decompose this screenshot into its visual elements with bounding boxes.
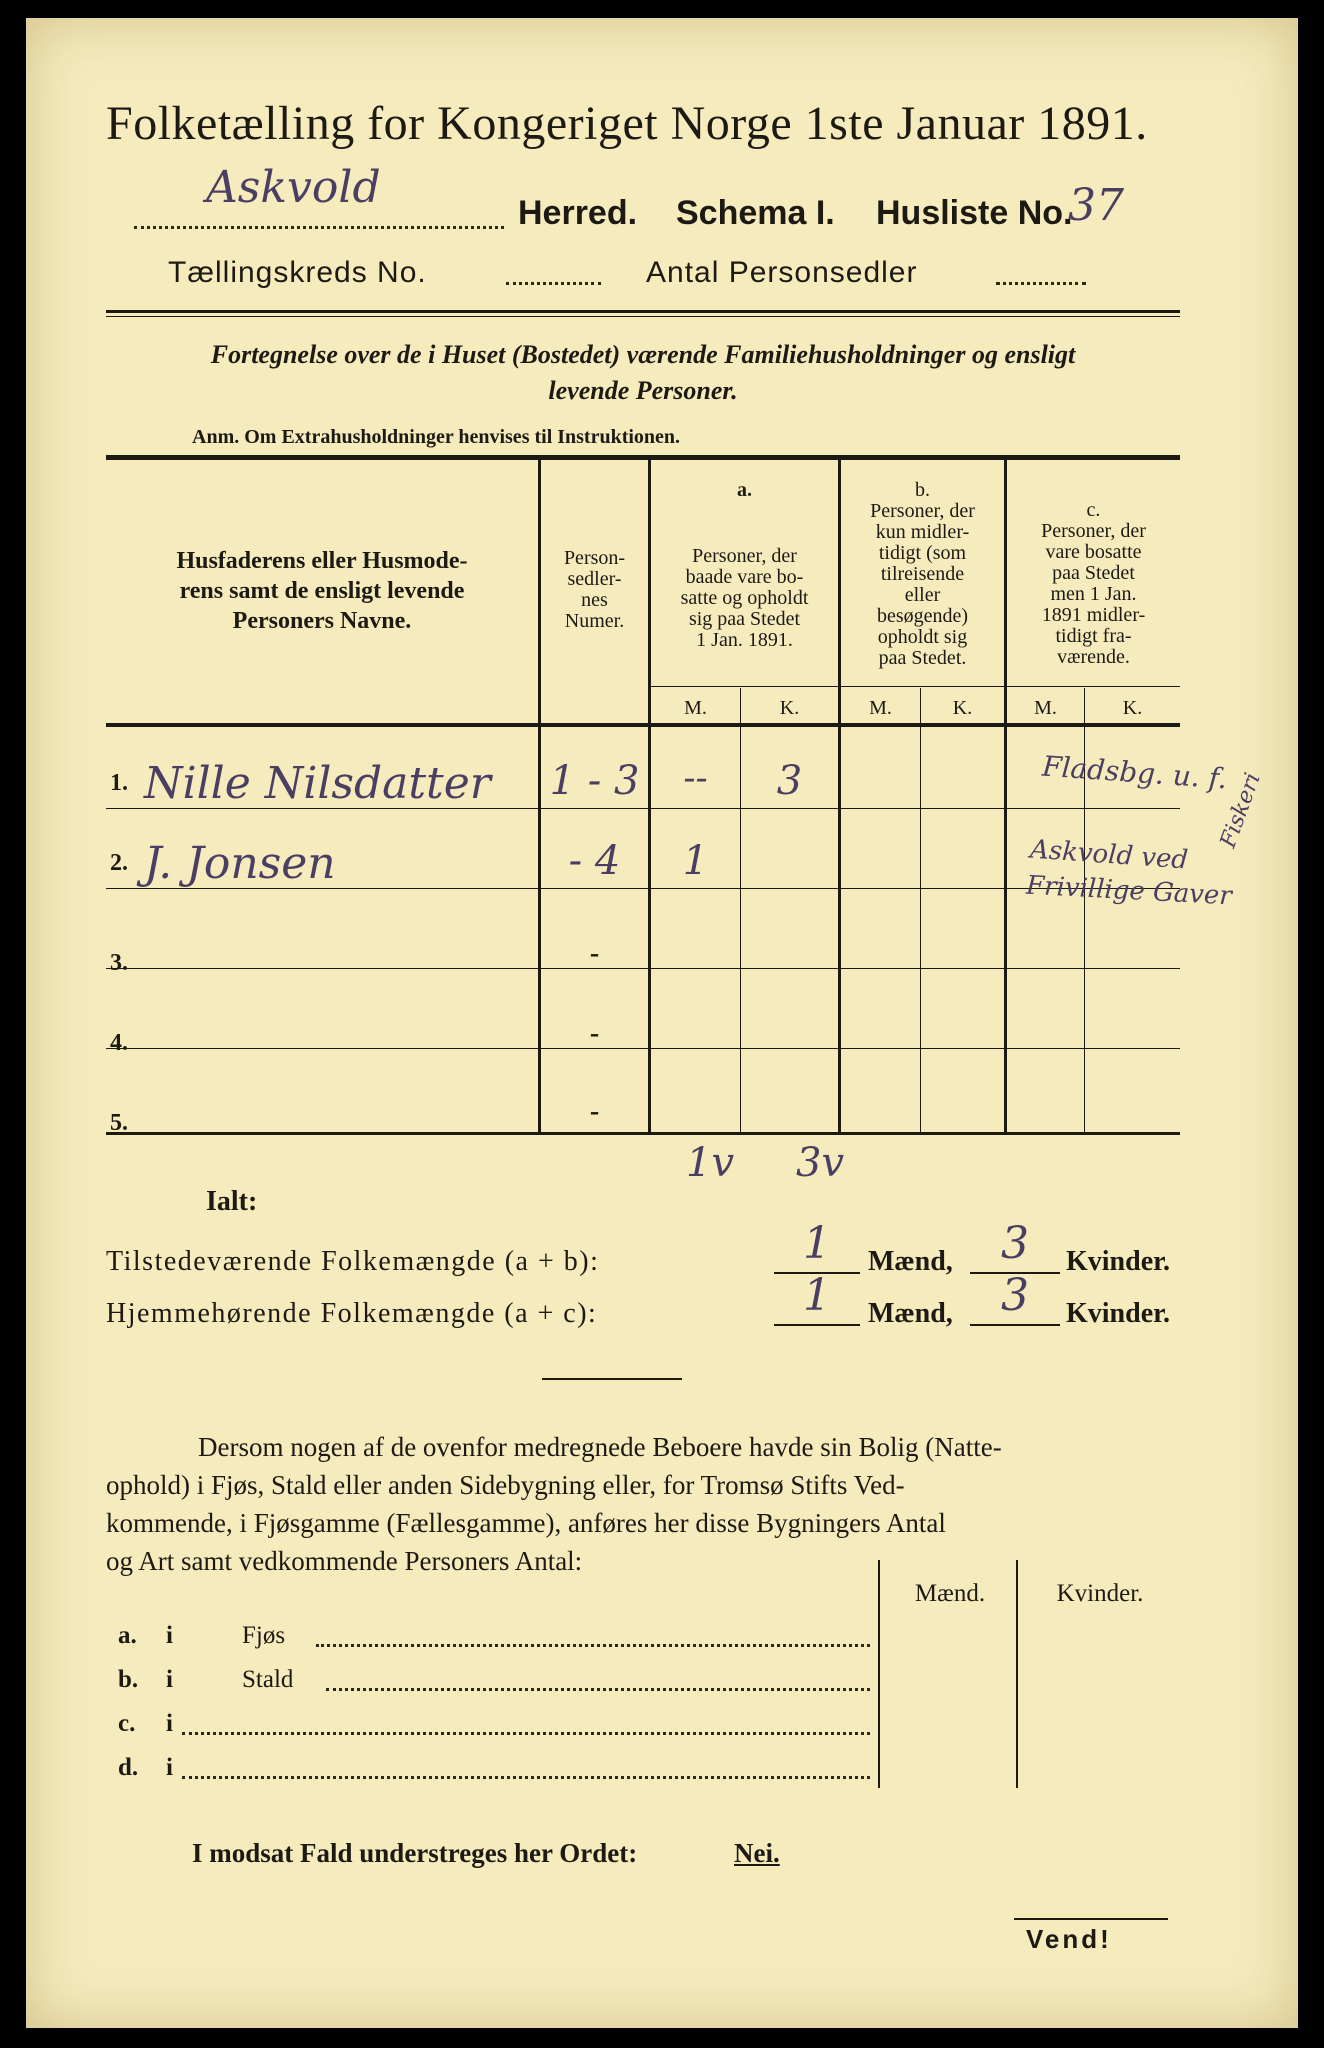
ialt-k: 3v: [796, 1140, 845, 1186]
item-letter-c: c.: [118, 1710, 136, 1737]
row-number-2: 2.: [110, 850, 128, 876]
vend-rule: [1014, 1918, 1168, 1920]
mk-divider: [740, 688, 741, 1132]
item-prep-d: i: [166, 1754, 173, 1781]
row-rule: [560, 808, 1180, 809]
buildings-maend-header: Mænd.: [914, 1580, 986, 1607]
header-c-line: Personer, der: [1041, 520, 1146, 542]
item-field-b: [326, 1676, 870, 1691]
header-c-letter: c.: [1086, 499, 1101, 521]
nei-word: Nei.: [734, 1838, 780, 1868]
header-names: [106, 546, 538, 636]
header-a-k: K.: [779, 697, 800, 719]
kreds-field: [506, 270, 601, 285]
header-a-letter: a.: [737, 479, 752, 501]
herred-label: Herred.: [518, 194, 638, 232]
row-num-3: -: [589, 938, 600, 969]
husliste-value: 37: [1068, 180, 1124, 231]
header-b-line: Personer, der: [870, 500, 975, 522]
col-divider: [1016, 1560, 1018, 1788]
table-bottom-rule: [106, 1132, 1180, 1135]
antal-label: Antal Personsedler: [646, 256, 918, 289]
totals-line-1-k: 3: [1001, 1218, 1029, 1269]
census-form: [26, 18, 1298, 2028]
header-b-line: kun midler-: [875, 521, 970, 543]
item-prep-a: i: [166, 1622, 173, 1649]
divider: [106, 316, 1180, 317]
paragraph-line: og Art samt vedkommende Personers Antal:: [106, 1546, 583, 1576]
item-prep-b: i: [166, 1666, 173, 1693]
final-instruction: I modsat Fald understreges her Ordet:: [192, 1838, 638, 1868]
header-b-letter: b.: [915, 479, 930, 501]
header-number-line: Person-: [563, 547, 626, 569]
section-divider: [542, 1378, 682, 1380]
margin-note-2: Askvold ved: [1029, 834, 1190, 876]
totals-line-2-m: 1: [803, 1270, 831, 1321]
item-field-d: [182, 1764, 870, 1779]
header-c-line: 1891 midler-: [1041, 604, 1146, 626]
header-c-line: paa Stedet: [1052, 562, 1135, 584]
col-divider: [878, 1560, 880, 1788]
item-prep-c: i: [166, 1710, 173, 1737]
header-a-line: Personer, der: [692, 545, 797, 567]
row-num-4: -: [589, 1018, 600, 1049]
row-number-1: 1.: [110, 770, 128, 796]
header-c: [1007, 500, 1180, 668]
row-am-2: 1: [682, 838, 709, 884]
instruction-note: Anm. Om Extrahusholdninger henvises til Instruktionen.: [192, 426, 681, 448]
header-c-line: vare bosatte: [1045, 541, 1142, 563]
header-number-line: nes: [581, 589, 608, 611]
totals-line-2-maend: Mænd,: [868, 1298, 953, 1329]
buildings-kvinder-header: Kvinder.: [1056, 1580, 1144, 1607]
item-field-a: [316, 1632, 870, 1647]
totals-line-1-kvinder: Kvinder.: [1066, 1246, 1170, 1277]
item-label-a: Fjøs: [242, 1622, 286, 1649]
row-ak-1: 3: [776, 758, 803, 804]
header-b-line: tidigt (som: [878, 542, 967, 564]
header-a-line: 1 Jan. 1891.: [696, 629, 793, 651]
item-field-c: [182, 1720, 870, 1735]
header-b-line: eller: [904, 584, 941, 606]
item-letter-a: a.: [118, 1622, 137, 1649]
header-a-line: baade vare bo-: [685, 566, 804, 588]
divider: [106, 310, 1180, 313]
row-num-1: 1 - 3: [549, 758, 640, 804]
header-a-line: satte og opholdt: [680, 587, 809, 609]
paragraph-line: Dersom nogen af de ovenfor medregnede Beboere havde sin Bolig (Natte-: [198, 1432, 1002, 1462]
table-top-rule: [106, 455, 1180, 460]
header-c-line: men 1 Jan.: [1050, 583, 1137, 605]
intro-line-1: Fortegnelse over de i Huset (Bostedet) værende Familiehusholdninger og ensligt: [210, 340, 1076, 369]
header-number-line: Numer.: [564, 610, 625, 632]
header-c-line: tidigt fra-: [1055, 625, 1132, 647]
mk-divider: [920, 688, 921, 1132]
totals-line-1-maend: Mænd,: [868, 1246, 953, 1277]
bottom-paragraph: [106, 1428, 1180, 1580]
header-b: [841, 480, 1004, 669]
paragraph-line: ophold) i Fjøs, Stald eller anden Sidebygning eller, for Tromsø Stifts Ved-: [106, 1470, 905, 1500]
form-title: Folketælling for Kongeriget Norge 1ste Januar 1891.: [106, 97, 1148, 150]
header-b-line: paa Stedet.: [878, 647, 967, 669]
totals-line-1-label: Tilstedeværende Folkemængde (a + b):: [106, 1246, 600, 1277]
item-letter-d: d.: [118, 1754, 139, 1781]
row-num-5: -: [589, 1096, 600, 1127]
ialt-m: 1v: [686, 1140, 735, 1186]
paragraph-line: kommende, i Fjøsgamme (Fællesgamme), anføres her disse Bygningers Antal: [106, 1508, 946, 1538]
header-names-line: Personers Navne.: [232, 608, 412, 634]
row-number-3: 3.: [110, 950, 128, 976]
row-number-5: 5.: [110, 1110, 128, 1136]
margin-note-4: Frivillige Gaver: [1025, 870, 1233, 912]
totals-line-2-kvinder: Kvinder.: [1066, 1298, 1170, 1329]
margin-note-1: Fladsbg. u. f.: [1041, 749, 1229, 796]
header-a: [651, 546, 838, 651]
header-names-line: Husfaderens eller Husmode-: [176, 548, 468, 574]
row-name-1: Nille Nilsdatter: [144, 758, 491, 809]
antal-field: [996, 270, 1086, 285]
husliste-label: Husliste No.: [876, 194, 1073, 232]
schema-label: Schema I.: [676, 194, 835, 232]
totals-line-2-k: 3: [1001, 1270, 1029, 1321]
underline: [774, 1324, 860, 1326]
kreds-label: Tællingskreds No.: [168, 256, 427, 289]
row-name-2: J. Jonsen: [144, 838, 336, 889]
header-c-m: M.: [1034, 697, 1057, 719]
underline: [970, 1324, 1060, 1326]
item-letter-b: b.: [118, 1666, 139, 1693]
header-number-line: sedler-: [567, 568, 622, 590]
header-c-k: K.: [1122, 697, 1143, 719]
table-header-rule: [106, 723, 1180, 727]
row-num-2: - 4: [568, 838, 621, 884]
totals-line-1-m: 1: [803, 1218, 831, 1269]
item-label-b: Stald: [242, 1666, 294, 1693]
header-number: [541, 548, 648, 632]
header-b-m: M.: [869, 697, 892, 719]
vend-label: Vend!: [1026, 1924, 1112, 1954]
herred-value: Askvold: [206, 162, 381, 213]
header-a-m: M.: [684, 697, 707, 719]
header-names-line: rens samt de ensligt levende: [179, 578, 465, 604]
mk-rule: [648, 686, 1180, 687]
header-b-line: tilreisende: [880, 563, 965, 585]
ialt-label: Ialt:: [206, 1186, 258, 1217]
margin-note-3: Fiskeri: [1215, 769, 1266, 852]
header-b-line: opholdt sig: [877, 626, 968, 648]
header-b-k: K.: [952, 697, 973, 719]
row-am-1: --: [683, 758, 708, 799]
header-c-line: værende.: [1057, 646, 1130, 668]
row-number-4: 4.: [110, 1030, 128, 1056]
totals-line-2-label: Hjemmehørende Folkemængde (a + c):: [106, 1298, 598, 1329]
header-b-line: besøgende): [876, 605, 969, 627]
header-a-line: sig paa Stedet: [688, 608, 801, 630]
intro-line-2: levende Personer.: [548, 376, 738, 405]
